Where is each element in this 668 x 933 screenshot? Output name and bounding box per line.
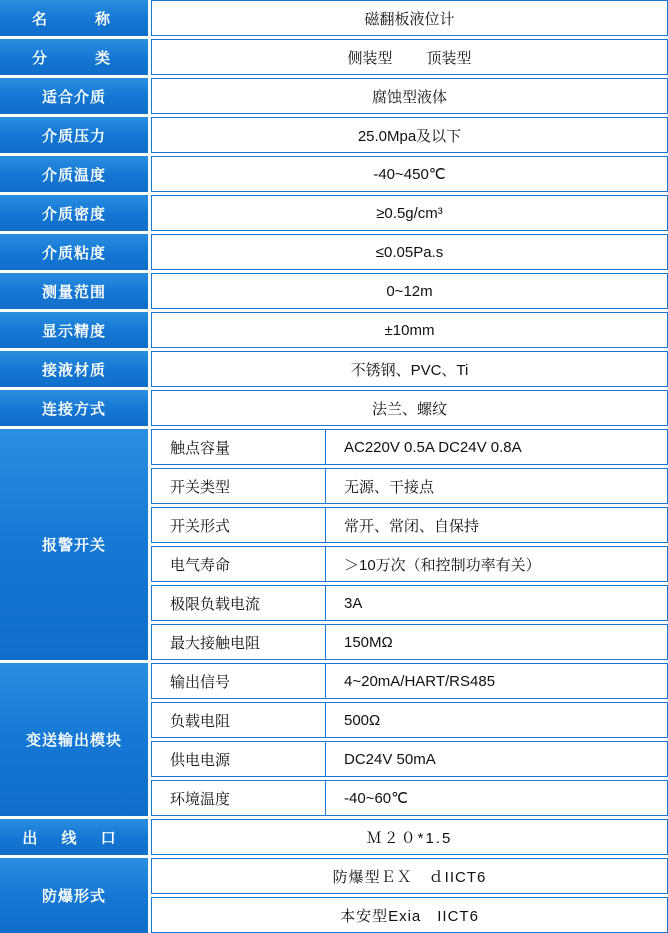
table-row [151,741,668,777]
row-value: -40~450℃ [151,156,668,192]
sub-row-label: 极限负载电流 [151,585,326,621]
row-label: 连接方式 [0,390,148,426]
outlet-value: Ｍ２０*1.5 [151,819,668,855]
row-label: 介质粘度 [0,234,148,270]
table-row [151,546,668,582]
table-row [151,780,668,816]
sub-row-value: -40~60℃ [326,780,668,816]
table-row [0,156,668,192]
sub-row-label: 负载电阻 [151,702,326,738]
row-label: 显示精度 [0,312,148,348]
table-row [0,234,668,270]
outlet-row [0,819,668,855]
sub-row-value: AC220V 0.5A DC24V 0.8A [326,429,668,465]
transmitter-module-label: 变送输出模块 [0,663,148,816]
table-row [0,312,668,348]
row-value: ±10mm [151,312,668,348]
table-row [0,78,668,114]
alarm-switch-group [0,429,668,660]
sub-row-label: 环境温度 [151,780,326,816]
sub-row-value: 无源、干接点 [326,468,668,504]
sub-row-label: 供电电源 [151,741,326,777]
table-row [151,702,668,738]
sub-row-value: 4~20mA/HART/RS485 [326,663,668,699]
row-value: 25.0Mpa及以下 [151,117,668,153]
row-value: 磁翻板液位计 [151,0,668,36]
sub-row-label: 触点容量 [151,429,326,465]
row-label: 介质压力 [0,117,148,153]
table-row [151,429,668,465]
sub-row-label: 开关类型 [151,468,326,504]
row-value: 腐蚀型液体 [151,78,668,114]
table-row [0,351,668,387]
sub-row-value: 3A [326,585,668,621]
table-row [151,624,668,660]
sub-row-value: 150MΩ [326,624,668,660]
explosion-proof-label: 防爆形式 [0,858,148,933]
row-value: ≥0.5g/cm³ [151,195,668,231]
row-label: 名 称 [0,0,148,36]
table-row [0,0,668,36]
table-row [151,897,668,933]
sub-row-value: ＞10万次（和控制功率有关） [326,546,668,582]
table-row [151,468,668,504]
table-row [0,117,668,153]
transmitter-module-group [0,663,668,816]
row-label: 接液材质 [0,351,148,387]
sub-row-value: 常开、常闭、自保持 [326,507,668,543]
table-row [151,858,668,894]
alarm-switch-label: 报警开关 [0,429,148,660]
row-label: 测量范围 [0,273,148,309]
table-row [0,195,668,231]
row-label: 介质密度 [0,195,148,231]
row-value [151,39,668,75]
table-row [151,507,668,543]
sub-row-label: 最大接触电阻 [151,624,326,660]
table-row [0,390,668,426]
row-value-option-2: 顶装型 [426,49,472,67]
explosion-proof-value: 本安型Exia IICT6 [151,897,668,933]
sub-row-label: 开关形式 [151,507,326,543]
sub-row-value: 500Ω [326,702,668,738]
explosion-proof-value: 防爆型ＥＸ ｄIICT6 [151,858,668,894]
explosion-proof-group [0,858,668,933]
row-label: 介质温度 [0,156,148,192]
row-label: 适合介质 [0,78,148,114]
table-row [151,663,668,699]
row-value: ≤0.05Pa.s [151,234,668,270]
row-value: 不锈钢、PVC、Ti [151,351,668,387]
sub-row-label: 输出信号 [151,663,326,699]
row-value-option-1: 侧装型 [347,49,393,67]
row-value: 法兰、螺纹 [151,390,668,426]
table-row [151,585,668,621]
table-row [0,39,668,75]
outlet-label: 出 线 口 [0,819,148,855]
row-value: 0~12m [151,273,668,309]
table-row [0,273,668,309]
row-label: 分 类 [0,39,148,75]
sub-row-value: DC24V 50mA [326,741,668,777]
sub-row-label: 电气寿命 [151,546,326,582]
